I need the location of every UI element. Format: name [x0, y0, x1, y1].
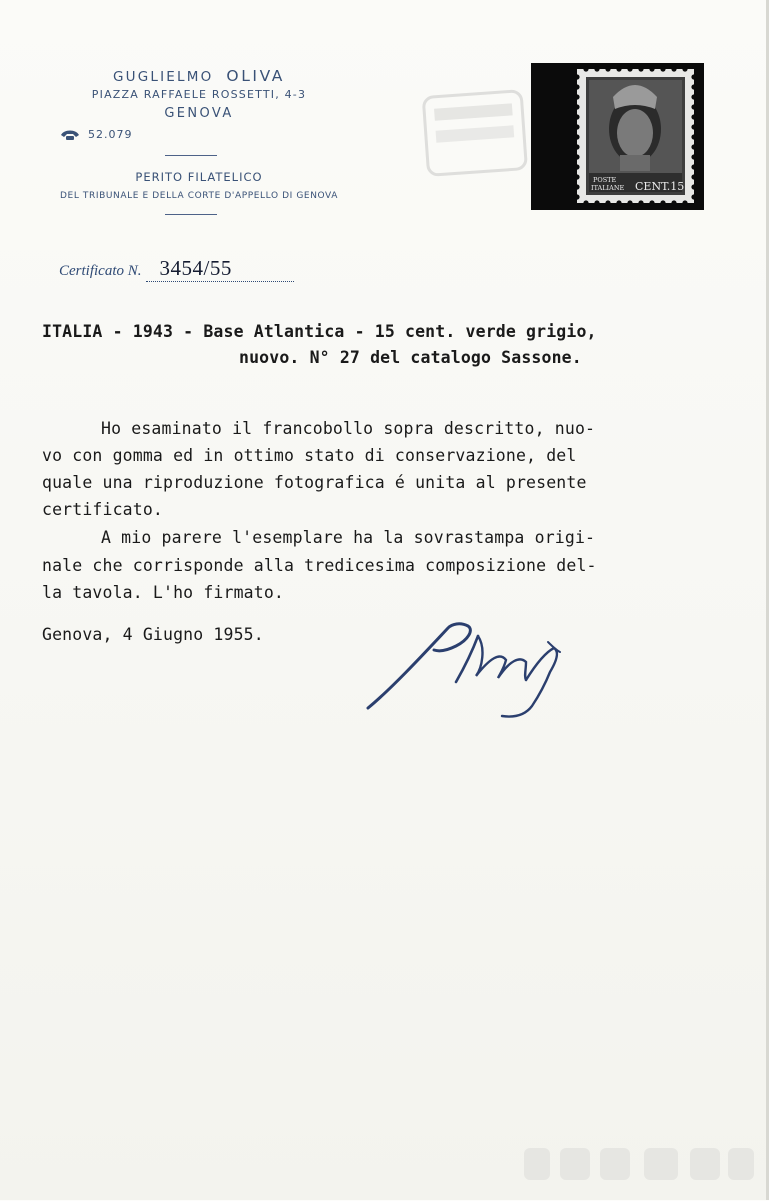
certificate-number: 3454/55	[146, 256, 294, 282]
divider	[165, 214, 217, 215]
expert-address: PIAZZA RAFFAELE ROSSETTI, 4-3	[91, 88, 307, 101]
body-line: la tavola. L'ho firmato.	[42, 583, 285, 602]
embossed-seal	[417, 84, 533, 186]
signature-drawing	[360, 612, 580, 722]
letterhead	[40, 66, 358, 201]
expert-first-name: GUGLIELMO	[112, 69, 214, 85]
description-line-2: nuovo. N° 27 del catalogo Sassone.	[239, 348, 582, 367]
bleed-through-marks	[520, 1140, 760, 1201]
bleed-through-icon	[520, 1140, 760, 1190]
stamp-image	[531, 63, 704, 210]
divider	[165, 155, 217, 156]
place-date: Genova, 4 Giugno 1955.	[42, 625, 264, 644]
expert-title: PERITO FILATELICO	[135, 170, 263, 184]
body-line: certificato.	[42, 500, 164, 519]
svg-text:POSTE: POSTE	[593, 176, 617, 184]
svg-text:ITALIANE: ITALIANE	[591, 184, 625, 192]
body-line: nale che corrisponde alla tredicesima composizione del-	[42, 556, 597, 575]
expert-name	[40, 66, 358, 86]
certificate-number-line	[59, 256, 294, 282]
stamp-photo	[531, 63, 704, 210]
body-line: A mio parere l'esemplare ha la sovrastampa origi-	[101, 528, 596, 547]
body-line: quale una riproduzione fotografica é unita al presente	[42, 473, 587, 492]
expert-court: DEL TRIBUNALE E DELLA CORTE D'APPELLO DI GENOVA	[60, 191, 338, 201]
signature	[360, 612, 580, 727]
expert-last-name: OLIVA	[226, 67, 286, 85]
body-line: vo con gomma ed in ottimo stato di conservazione, del	[42, 446, 577, 465]
body-line: Ho esaminato il francobollo sopra descritto, nuo-	[101, 419, 596, 438]
svg-text:CENT.15: CENT.15	[635, 180, 685, 193]
certificate-label: Certificato N.	[59, 263, 142, 279]
telephone-icon	[60, 129, 80, 141]
emboss-icon	[417, 84, 533, 181]
phone-number: 52.079	[88, 128, 133, 141]
expert-phone	[60, 128, 133, 141]
description-line-1: ITALIA - 1943 - Base Atlantica - 15 cent. verde grigio,	[42, 322, 597, 341]
expert-city: GENOVA	[164, 106, 234, 121]
